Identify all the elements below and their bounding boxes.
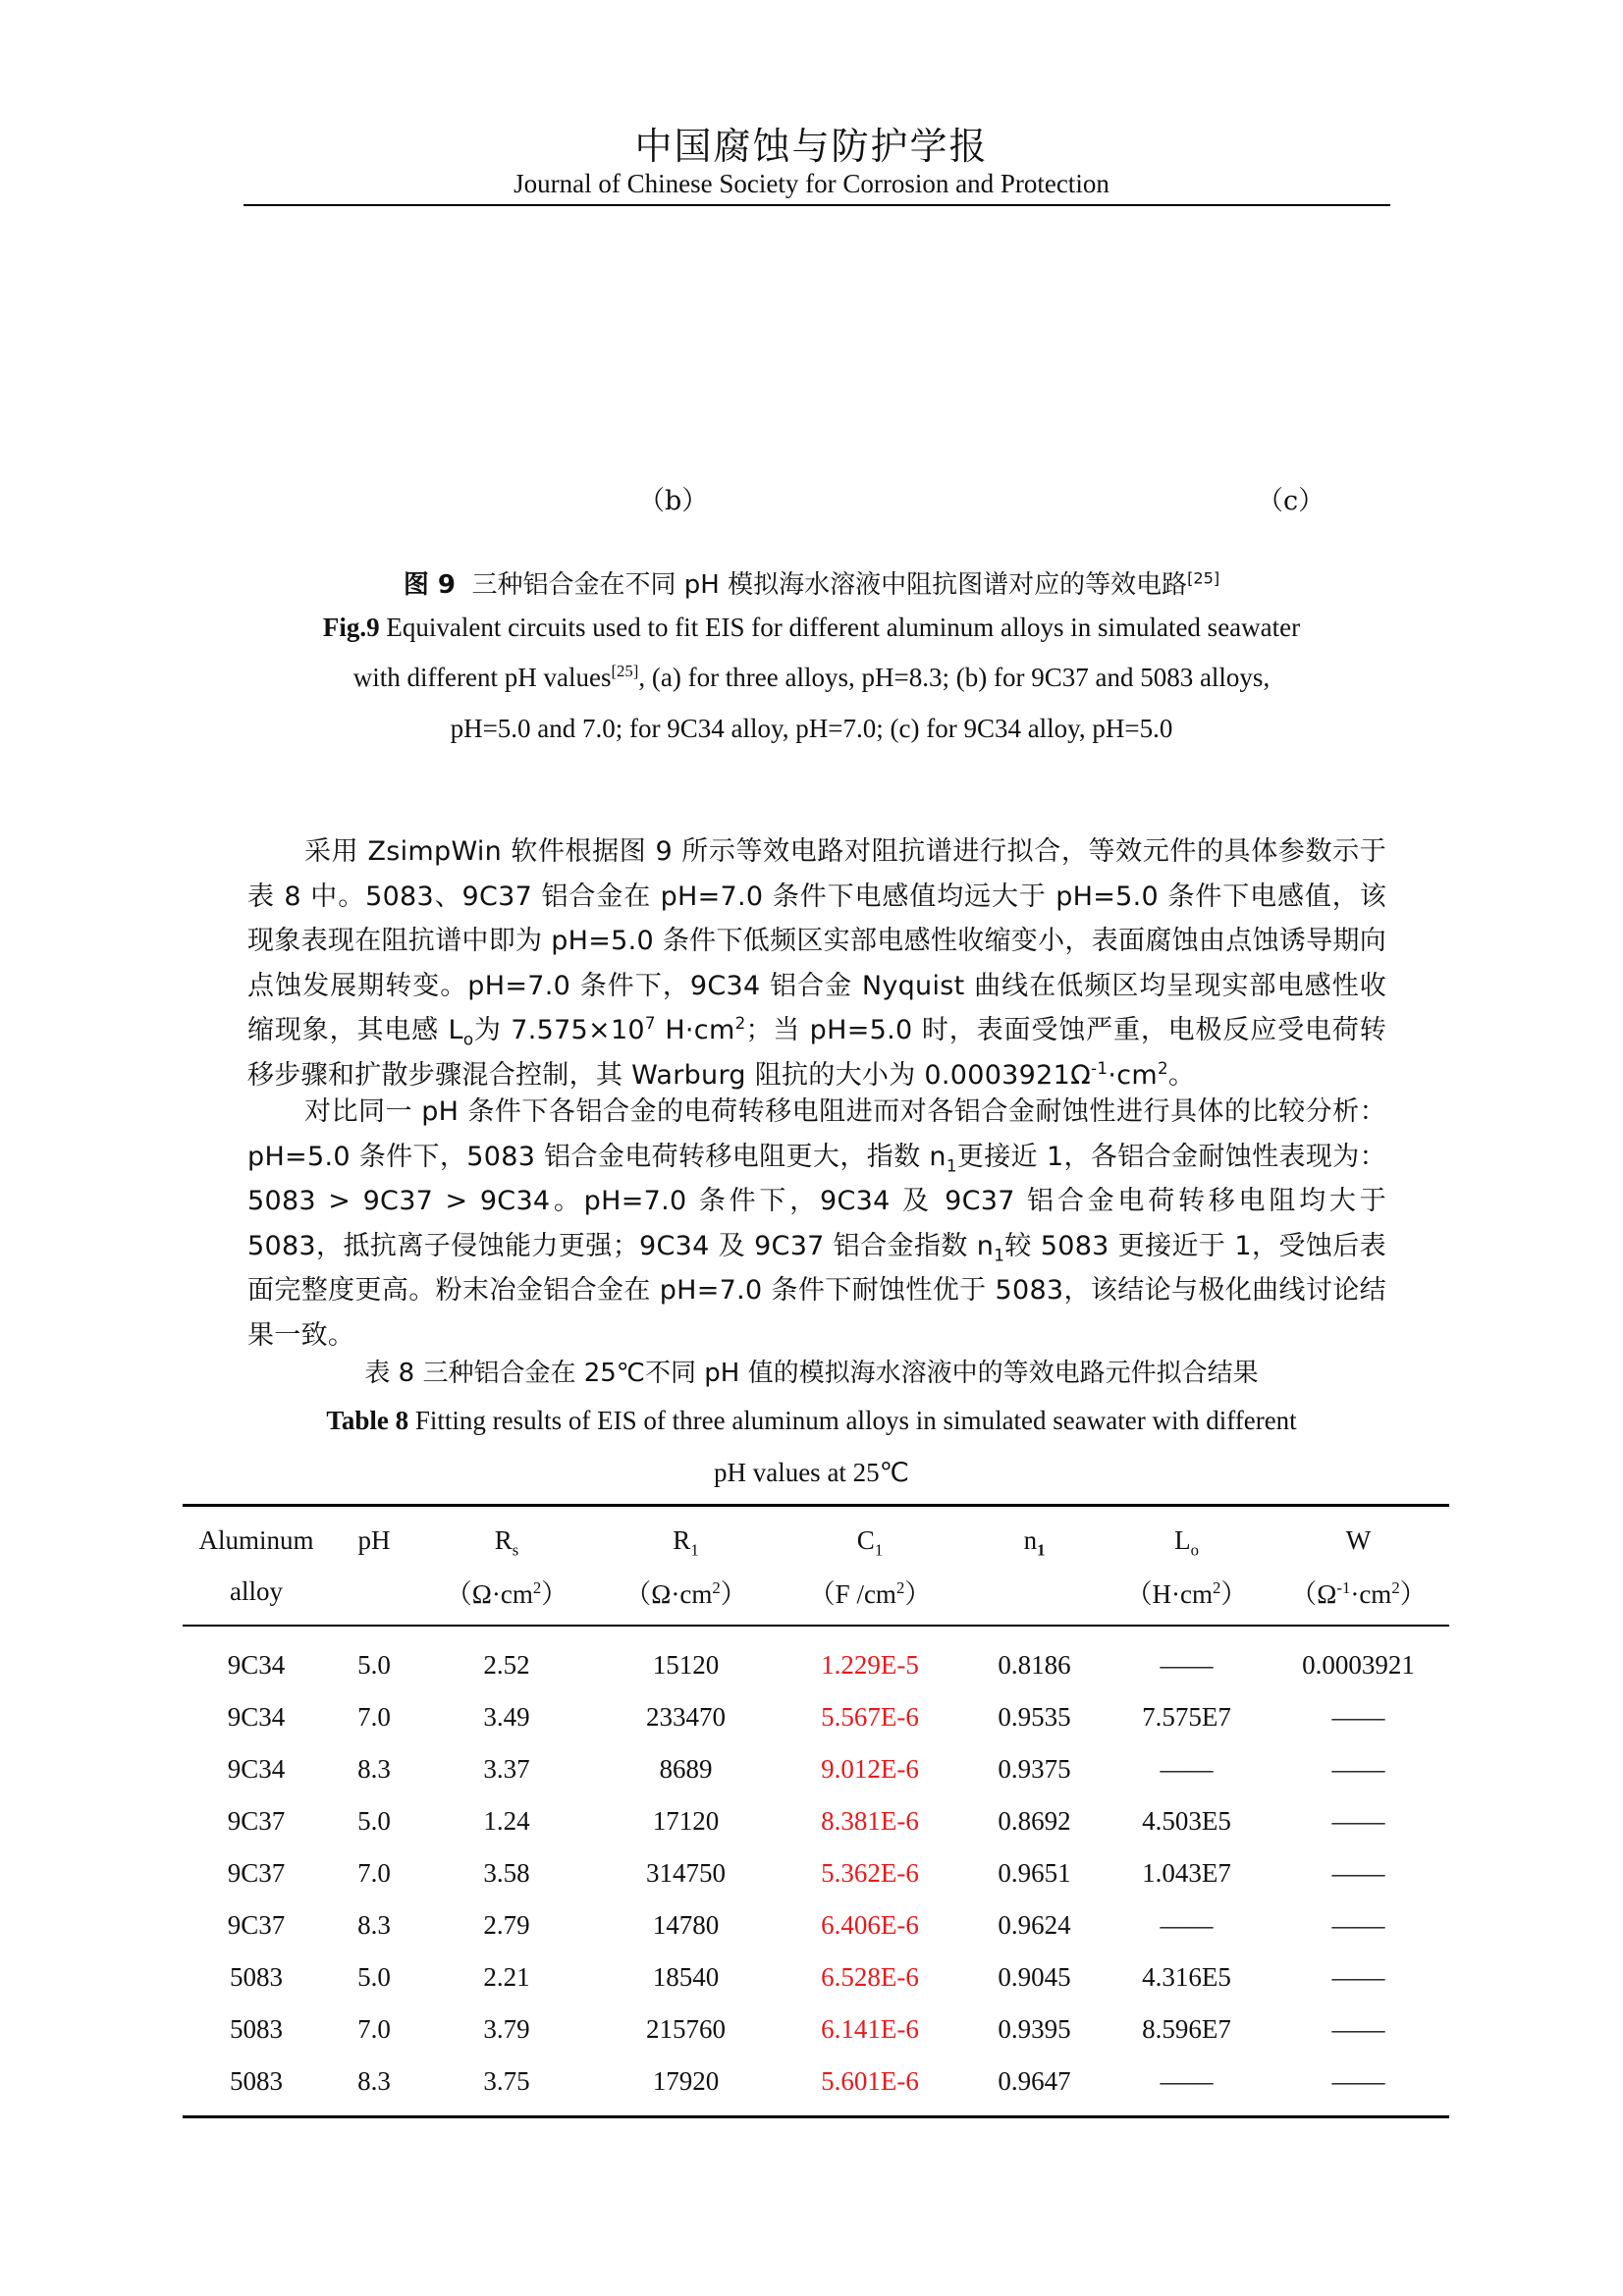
cell-alloy: 5083 [230,2013,283,2044]
figure-sublabel-c: （c） [1257,486,1325,516]
cell-n1: 0.9647 [963,2055,1106,2117]
header-lo-sym: L [1174,1524,1191,1555]
cell-n1: 0.9395 [998,2013,1071,2044]
header-n1-sym: n [1023,1524,1038,1555]
figure-caption-en-line3: pH=5.0 and 7.0; for 9C34 alloy, pH=7.0; (c) for 9C34 alloy, pH=5.0 [450,714,1173,743]
cell-r1: 215760 [646,2013,726,2044]
cell-n1: 0.9375 [998,1753,1071,1784]
c1-unit-b: ） [904,1578,932,1609]
header-c1-sym: C [856,1524,875,1555]
cell-alloy: 9C34 [227,1701,286,1732]
w-unit-b: ） [1399,1578,1427,1609]
body-paragraph-2 [247,1090,1386,1358]
cell-ph: 8.3 [357,1753,391,1784]
cell-rs: 2.52 [483,1649,530,1680]
cell-w: —— [1331,1805,1385,1836]
figure-caption-cn [0,564,1623,601]
cell-c1: 6.528E-6 [821,1961,919,1992]
cell-r1: 17120 [652,1805,720,1836]
header-alloy-2: alloy [183,1566,330,1626]
cell-n1: 0.8186 [998,1649,1071,1680]
cell-ph: 7.0 [357,1857,391,1888]
header-lo-unit [1106,1566,1268,1626]
header-rs-unit [418,1566,595,1626]
cell-w: —— [1331,1961,1385,1992]
table-header-row-1 [183,1506,1449,1567]
table-row [183,1950,1449,2002]
cell-w: 0.0003921 [1302,1649,1415,1680]
header-rs-sub: s [512,1539,519,1559]
cell-r1: 14780 [652,1909,720,1940]
cell-lo: —— [1160,1753,1214,1784]
cell-lo: 1.043E7 [1142,1857,1231,1888]
cell-w: —— [1331,1857,1385,1888]
header-n1-unit [963,1566,1106,1626]
p1-text-d: ；当 pH=5.0 时，表面受蚀严重，电极反应受电荷转移步骤和扩散步骤混合控制，其 Warburg 阻抗的大小为 0.0003921Ω [247,1015,1387,1091]
header-lo-sub: o [1190,1539,1199,1559]
lo-unit-sup: 2 [1213,1577,1221,1597]
table-row [183,1742,1449,1794]
p1-sup-2b: 2 [1157,1057,1168,1078]
table-row [183,1626,1449,1690]
figure-caption-cn-ref: [25] [1187,568,1220,588]
header-c1 [777,1506,963,1567]
p2-sub-1b: 1 [994,1244,1005,1264]
figure-caption-en-text1: Equivalent circuits used to fit EIS for different aluminum alloys in simulated seawater [379,613,1301,642]
w-unit-a: （Ω [1290,1578,1337,1609]
figure-caption-en-ref: [25] [611,662,639,680]
header-alloy: Aluminum [183,1506,330,1567]
header-r1-sub: 1 [690,1539,699,1559]
cell-rs: 3.79 [483,2013,530,2044]
table-row [183,1846,1449,1898]
header-r1-unit [595,1566,777,1626]
cell-c1: 1.229E-5 [821,1649,919,1680]
cell-ph: 7.0 [357,2013,391,2044]
body-paragraph-1 [247,829,1386,1097]
cell-lo: 7.575E7 [1142,1701,1231,1732]
p2-text-a: 对比同一 pH 条件下各铝合金的电荷转移电阻进而对各铝合金耐蚀性进行具体的比较分析：pH=5.0 条件下，5083 铝合金电荷转移电阻更大，指数 n [247,1096,1386,1172]
p2-text-c: 较 5083 更接近于 1，受蚀后表面完整度更高。粉末冶金铝合金在 pH=7.0 条件下耐蚀性优于 5083，该结论与极化曲线讨论结果一致。 [247,1230,1386,1351]
cell-rs: 2.79 [483,1909,530,1940]
cell-alloy: 5083 [183,2055,330,2117]
cell-r1: 17920 [595,2055,777,2117]
table-row [183,1794,1449,1846]
table-caption-en-line2: pH values at 25℃ [713,1458,910,1487]
cell-ph: 5.0 [357,1805,391,1836]
cell-n1: 0.9535 [998,1701,1071,1732]
cell-c1: 5.601E-6 [777,2055,963,2117]
figure-caption-en-text2a: with different pH values [352,663,612,692]
lo-unit-b: ） [1220,1578,1248,1609]
cell-r1: 233470 [646,1701,726,1732]
cell-rs: 3.58 [483,1857,530,1888]
table-row [183,1898,1449,1950]
cell-w: —— [1268,2055,1449,2117]
cell-alloy: 5083 [230,1961,283,1992]
header-w: W [1268,1506,1449,1567]
figure-sublabel-b: （b） [638,486,709,516]
journal-title-en: Journal of Chinese Society for Corrosion and Protection [514,169,1109,198]
figure-caption-en-line1 [0,613,1623,643]
header-rs-sym: R [494,1524,513,1555]
table-row [183,2002,1449,2055]
w-unit-sup1: -1 [1336,1577,1351,1597]
p1-sup-2a: 2 [734,1013,746,1033]
cell-alloy: 9C37 [227,1857,286,1888]
cell-alloy: 9C34 [227,1753,286,1784]
cell-n1: 0.9651 [998,1857,1071,1888]
cell-c1: 9.012E-6 [821,1753,919,1784]
figure-caption-en-label: Fig.9 [322,613,380,642]
rs-unit-b: ） [541,1578,568,1609]
cell-w: —— [1331,1909,1385,1940]
cell-rs: 2.21 [483,1961,530,1992]
fitting-results-table [183,1504,1449,2118]
table-caption-en-line1 [0,1406,1623,1436]
p2-sub-1a: 1 [946,1154,957,1175]
figure-caption-cn-text: 三种铝合金在不同 pH 模拟海水溶液中阻抗图谱对应的等效电路 [471,570,1188,600]
cell-rs: 1.24 [483,1805,530,1836]
figure-caption-cn-label: 图 9 [403,570,456,600]
header-ph-unit [330,1566,418,1626]
p2-text-b: 更接近 1，各铝合金耐蚀性表现为：5083 > 9C37 > 9C34。pH=7.0 条件下，9C34 及 9C37 铝合金电荷转移电阻均大于 5083，抵抗离子侵蚀能力更强；9C34 及 9C37 铝合金指数 n [247,1141,1386,1261]
table-caption-en-text1: Fitting results of EIS of three aluminum alloys in simulated seawater with different [408,1406,1297,1435]
table-caption-en-label: Table 8 [326,1406,409,1435]
lo-unit-a: （H·cm [1125,1578,1214,1609]
cell-w: —— [1331,2013,1385,2044]
r1-unit-sup: 2 [712,1577,721,1597]
p1-sub-o: o [462,1029,474,1049]
p1-text-f: 。 [1167,1059,1196,1091]
table-row [183,2055,1449,2117]
cell-ph: 8.3 [357,1909,391,1940]
cell-lo: —— [1160,1909,1214,1940]
p1-sup-m1: -1 [1091,1057,1109,1078]
cell-c1: 5.362E-6 [821,1857,919,1888]
cell-c1: 6.406E-6 [821,1909,919,1940]
figure-caption-en-text2b: , (a) for three alloys, pH=8.3; (b) for 9C37 and 5083 alloys, [638,663,1271,692]
header-n1-sub: 1 [1037,1539,1046,1559]
cell-alloy: 9C34 [227,1649,286,1680]
header-ph: pH [330,1506,418,1567]
cell-rs: 3.75 [418,2055,595,2117]
p1-text-a: 采用 ZsimpWin 软件根据图 9 所示等效电路对阻抗谱进行拟合，等效元件的具体参数示于表 8 中。5083、9C37 铝合金在 pH=7.0 条件下电感值均远大于 pH=5.0 条件下电感值，该现象表现在阻抗谱中即为 pH=5.0 条件下低频区实部电感性收缩变小，表面腐蚀由点蚀诱导期向点蚀发展期转变。pH=7.0 条件下，9C34 铝合金 Nyquist 曲线在低频区均呈现实部电感性收缩现象，其电感 L [247,836,1386,1045]
header-n1 [963,1506,1106,1567]
rs-unit-a: （Ω·cm [445,1578,533,1609]
cell-lo: 8.596E7 [1142,2013,1231,2044]
header-r1-sym: R [673,1524,691,1555]
c1-unit-sup: 2 [895,1577,905,1597]
cell-alloy: 9C37 [227,1909,286,1940]
header-rule [243,204,1390,206]
cell-n1: 0.9624 [998,1909,1071,1940]
table-row [183,1690,1449,1742]
rs-unit-sup: 2 [532,1577,542,1597]
cell-rs: 3.49 [483,1701,530,1732]
figure-caption-en-line2 [0,663,1623,693]
cell-lo: 4.503E5 [1142,1805,1231,1836]
header-r1 [595,1506,777,1567]
journal-title-cn: 中国腐蚀与防护学报 [634,125,989,168]
cell-c1: 6.141E-6 [821,2013,919,2044]
r1-unit-b: ） [720,1578,747,1609]
header-lo [1106,1506,1268,1567]
header-c1-sub: 1 [874,1539,884,1559]
cell-lo: —— [1160,1649,1214,1680]
table-header-row-2 [183,1566,1449,1626]
cell-n1: 0.8692 [998,1805,1071,1836]
cell-ph: 5.0 [357,1961,391,1992]
p1-text-e: ·cm [1108,1059,1158,1091]
cell-w: —— [1331,1701,1385,1732]
r1-unit-a: （Ω·cm [624,1578,713,1609]
cell-n1: 0.9045 [998,1961,1071,1992]
cell-c1: 5.567E-6 [821,1701,919,1732]
cell-r1: 8689 [659,1753,713,1784]
cell-r1: 15120 [652,1649,720,1680]
cell-w: —— [1331,1753,1385,1784]
cell-r1: 18540 [652,1961,720,1992]
c1-unit-a: （F /cm [808,1578,896,1609]
p1-text-c: H·cm [655,1015,735,1045]
cell-alloy: 9C37 [227,1805,286,1836]
p1-sup-7: 7 [644,1013,656,1033]
cell-r1: 314750 [646,1857,726,1888]
w-unit-mid: ·cm [1350,1578,1392,1609]
w-unit-sup2: 2 [1391,1577,1400,1597]
cell-ph: 5.0 [357,1649,391,1680]
cell-c1: 8.381E-6 [821,1805,919,1836]
header-rs [418,1506,595,1567]
p1-text-b: 为 7.575×10 [473,1015,645,1045]
header-w-unit [1268,1566,1449,1626]
header-c1-unit [777,1566,963,1626]
table-caption-cn: 表 8 三种铝合金在 25℃不同 pH 值的模拟海水溶液中的等效电路元件拟合结果 [364,1359,1259,1388]
cell-lo: 4.316E5 [1142,1961,1231,1992]
cell-ph: 8.3 [330,2055,418,2117]
cell-ph: 7.0 [357,1701,391,1732]
cell-rs: 3.37 [483,1753,530,1784]
cell-lo: —— [1106,2055,1268,2117]
